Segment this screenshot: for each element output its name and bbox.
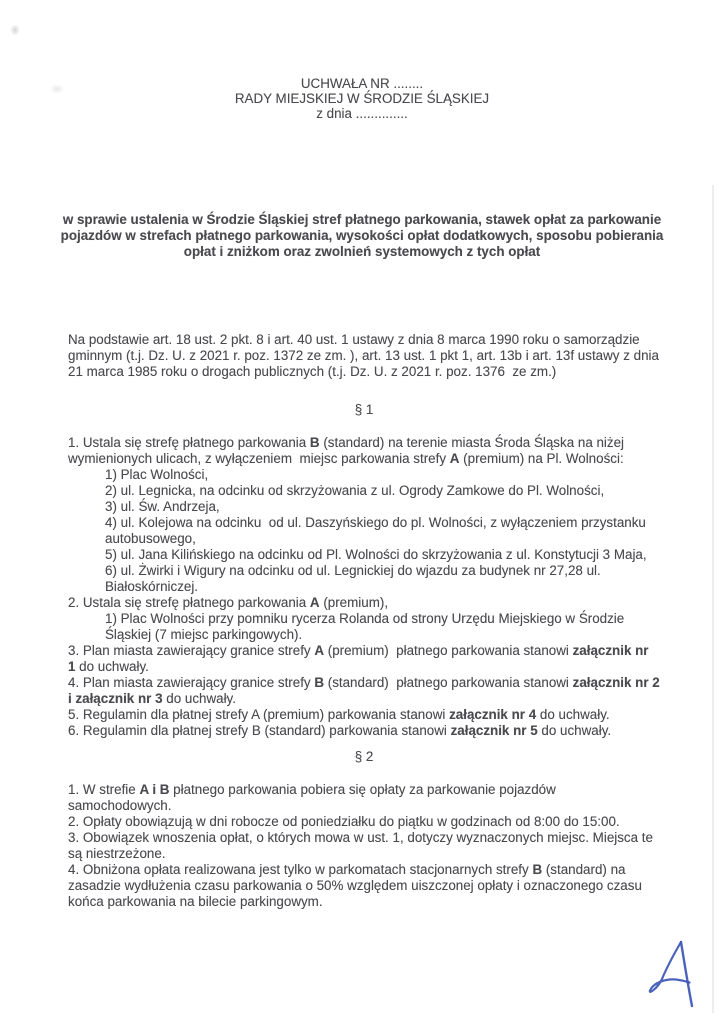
paragraph: [105, 611, 660, 643]
section-heading: § 1: [354, 402, 374, 417]
text-run: 4) ul. Kolejowa na odcinku od ul. Daszyńskiego do pl. Wolności, z wyłączeniem przystanku autobusowego,: [105, 515, 650, 546]
text-run: (standard) na terenie miasta Środa Śląska na niżej wymienionych ulicach, z wyłączeniem miejsc parkowania strefy: [68, 435, 628, 466]
paragraph: [68, 707, 660, 723]
text-run: do uchwały.: [537, 723, 612, 738]
bold-text-run: A: [309, 595, 320, 610]
text-run: (premium) płatnego parkowania stanowi: [324, 643, 573, 658]
paragraph: [105, 499, 660, 515]
bold-text-run: B: [314, 675, 325, 690]
document-header: [0, 76, 724, 121]
paragraph: [105, 547, 660, 563]
bold-text-run: załącznik nr 2 i załącznik nr 3: [68, 675, 664, 706]
document-subject: w sprawie ustalenia w Środzie Śląskiej stref płatnego parkowania, stawek opłat za parkowanie pojazdów w strefach płatnego parkowania, wysokości opłat dodatkowych, sposobu pobierania opłat i zniżkom oraz zwolnień systemowych z tych opłat: [60, 212, 668, 259]
bold-text-run: A i B: [139, 782, 170, 797]
sections: [68, 402, 664, 910]
text-run: (standard) płatnego parkowania stanowi: [324, 675, 573, 690]
bold-text-run: B: [532, 862, 543, 877]
text-run: do uchwały.: [75, 659, 149, 674]
bold-text-run: załącznik nr 5: [450, 723, 538, 738]
section: [68, 749, 660, 910]
text-run: 1. W strefie: [68, 782, 140, 797]
text-run: 4. Plan miasta zawierający granice strefy: [68, 675, 315, 690]
paragraph: [68, 814, 660, 830]
paragraph: [105, 467, 660, 483]
section-paragraphs: [68, 782, 660, 910]
text-run: 5. Regulamin dla płatnej strefy A (premium) parkowania stanowi: [68, 707, 450, 722]
text-run: 6) ul. Żwirki i Wigury na odcinku od ul. Legnickiej do wjazdu za budynek nr 27,28 ul. Białoskórniczej.: [105, 563, 605, 594]
bold-text-run: załącznik nr 1: [68, 643, 656, 674]
section-heading: § 2: [354, 749, 374, 764]
text-run: 4. Obniżona opłata realizowana jest tylko w parkomatach stacjonarnych strefy: [68, 862, 533, 877]
text-run: (premium) na Pl. Wolności:: [459, 451, 624, 466]
date-line: z dnia ..............: [316, 106, 408, 121]
text-run: do uchwały.: [536, 707, 610, 722]
legal-basis-paragraph: Na podstawie art. 18 ust. 2 pkt. 8 i art. 40 ust. 1 ustawy z dnia 8 marca 1990 roku o samorządzie gminnym (t.j. Dz. U. z 2021 r. poz. 1372 ze zm. ), art. 13 ust. 1 pkt 1, art. 13b i art. 13f ustawy z dnia 21 marca 1985 roku o drogach publicznych (t.j. Dz. U. z 2021 r. poz. 1376 ze zm.): [68, 332, 663, 379]
text-run: (premium),: [319, 595, 389, 610]
text-run: 5) ul. Jana Kilińskiego na odcinku od Pl. Wolności do skrzyżowania z ul. Konstytucji 3 Maja,: [105, 547, 647, 562]
text-run: 2) ul. Legnicka, na odcinku od skrzyżowania z ul. Ogrody Zamkowe do Pl. Wolności,: [105, 483, 605, 498]
text-run: 2. Opłaty obowiązują w dni robocze od poniedziałku do piątku w godzinach od 8:00 do 15:00.: [68, 814, 620, 829]
scan-smudge: [10, 24, 20, 36]
text-run: (standard) na zasadzie wydłużenia czasu parkowania o 50% względem uiszczonej opłaty i oznaczonego czasu końca parkowania na bilecie parkingowym.: [68, 862, 646, 909]
text-run: 3. Plan miasta zawierający granice strefy: [68, 643, 315, 658]
section: [68, 402, 664, 739]
paragraph: [68, 595, 660, 611]
handwritten-signature-paraph: [642, 936, 706, 1012]
paragraph: [68, 782, 660, 814]
text-run: 1. Ustala się strefę płatnego parkowania: [68, 435, 310, 450]
paragraph: [68, 862, 660, 910]
text-run: 2. Ustala się strefę płatnego parkowania: [68, 595, 310, 610]
text-run: 1) Plac Wolności,: [105, 467, 209, 482]
paragraph: [68, 723, 660, 739]
text-run: do uchwały.: [162, 691, 236, 706]
bold-text-run: B: [309, 435, 320, 450]
text-run: płatnego parkowania pobiera się opłaty za parkowanie pojazdów samochodowych.: [68, 782, 560, 813]
council-name-line: RADY MIEJSKIEJ W ŚRODZIE ŚLĄSKIEJ: [234, 91, 490, 106]
paragraph: [105, 483, 660, 499]
text-run: 3. Obowiązek wnoszenia opłat, o których mowa w ust. 1, dotyczy wyznaczonych miejsc. Miejsca te są niestrzeżone.: [68, 830, 657, 861]
resolution-number-line: UCHWAŁA NR ........: [300, 76, 424, 91]
text-run: 6. Regulamin dla płatnej strefy B (standard) parkowania stanowi: [68, 723, 451, 738]
text-run: 3) ul. Św. Andrzeja,: [105, 499, 220, 514]
paragraph: [68, 830, 660, 862]
text-run: 1) Plac Wolności przy pomniku rycerza Rolanda od strony Urzędu Miejskiego w Środzie Śląskiej (7 miejsc parkingowych).: [105, 611, 628, 642]
paragraph: [68, 675, 664, 707]
section-paragraphs: [68, 435, 664, 739]
paragraph: [68, 435, 660, 467]
paragraph: [105, 515, 660, 547]
bold-text-run: A: [449, 451, 460, 466]
bold-text-run: załącznik nr 4: [449, 707, 537, 722]
scan-edge-artifact: [712, 185, 714, 1013]
paragraph: [68, 643, 660, 675]
paragraph: [105, 563, 660, 595]
bold-text-run: A: [314, 643, 325, 658]
